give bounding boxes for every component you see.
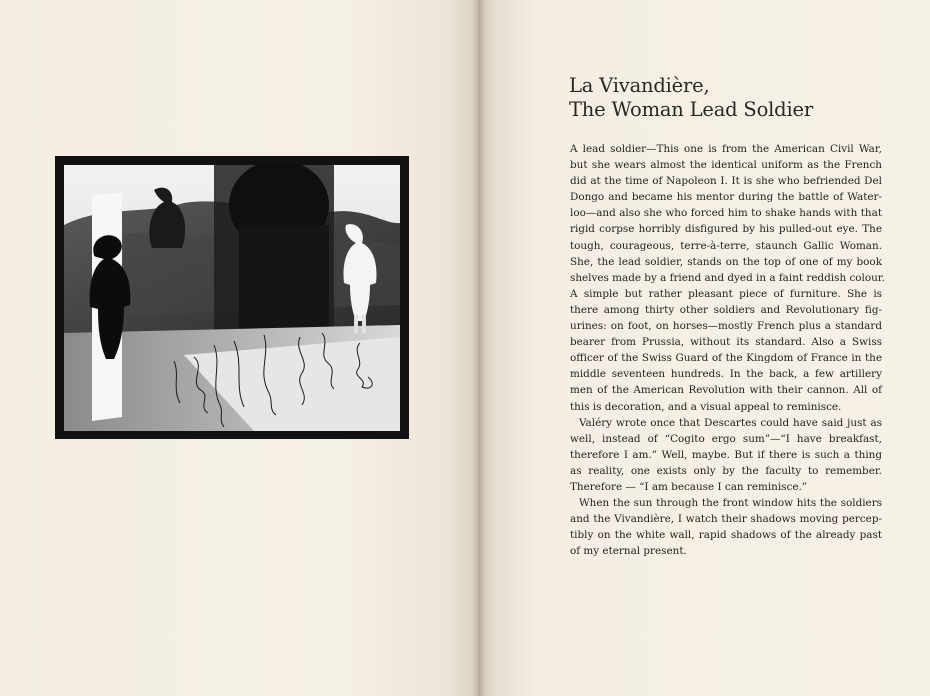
text-line: did at the time of Napoleon I. It is she who befriended Del — [570, 175, 882, 188]
photograph-image — [64, 165, 400, 431]
text-line: officer of the Swiss Guard of the Kingdom of France in the — [570, 352, 882, 365]
text-line: well, instead of “Cogito ergo sum”—“I have breakfast, — [570, 432, 882, 445]
chapter-title — [569, 74, 899, 122]
text-line: as reality, one exists only by the faculty to remember. — [570, 464, 882, 477]
text-line: and the Vivandière, I watch their shadows moving percep- — [570, 513, 882, 526]
paragraph-3 — [570, 495, 882, 559]
paragraph-1 — [570, 141, 885, 415]
text-line: but she wears almost the identical uniform as the French — [570, 159, 882, 172]
paragraph-2 — [570, 415, 882, 495]
text-line: She, the lead soldier, stands on the top of one of my book — [570, 255, 882, 268]
text-line: this is decoration, and a visual appeal to reminisce. — [570, 400, 842, 413]
text-line: loo—and also she who forced him to shake hands with that — [570, 207, 882, 220]
text-line: tibly on the white wall, rapid shadows of the already past — [570, 529, 882, 542]
book-gutter — [472, 0, 486, 696]
text-line: men of the American Revolution with their cannon. All of — [570, 384, 882, 397]
text-line: urines: on foot, on horses—mostly French plus a standard — [570, 320, 882, 333]
photograph — [55, 156, 409, 439]
text-line: rigid corpse horribly disfigured by his pulled-out eye. The — [570, 223, 882, 236]
body-text — [570, 141, 885, 559]
text-line: therefore I am.” Well, maybe. But if there is such a thing — [570, 448, 882, 461]
text-line: there among thirty other soldiers and Revolutionary fig- — [570, 303, 882, 316]
text-line: A simple but rather pleasant piece of furniture. She is — [570, 287, 882, 300]
text-line: Valéry wrote once that Descartes could have said just as — [579, 416, 882, 429]
text-line: When the sun through the front window hits the soldiers — [579, 497, 882, 510]
text-line: of my eternal present. — [570, 545, 687, 558]
text-line: bearer from Prussia, without its standard. Also a Swiss — [570, 336, 882, 349]
text-line: tough, courageous, terre-à-terre, staunch Gallic Woman. — [570, 239, 882, 252]
text-line: Therefore — “I am because I can reminisce.” — [570, 480, 808, 493]
text-line: Dongo and became his mentor during the battle of Water- — [570, 191, 882, 204]
chapter-title-line-2: The Woman Lead Soldier — [569, 98, 813, 121]
text-line: middle seventeen hundreds. In the back, a few artillery — [570, 368, 882, 381]
text-line: shelves made by a friend and dyed in a faint reddish colour. — [570, 271, 885, 284]
text-line: A lead soldier—This one is from the American Civil War, — [570, 143, 882, 155]
chapter-title-line-1: La Vivandière, — [569, 74, 710, 97]
